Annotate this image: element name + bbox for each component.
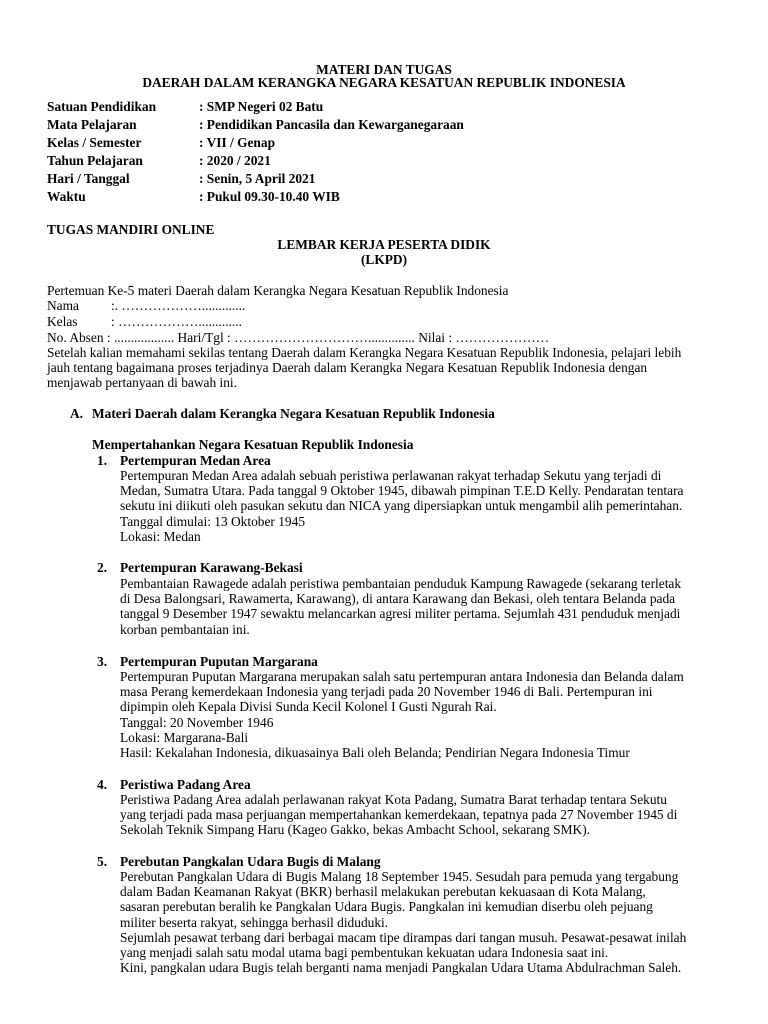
instruction-line: jauh tentang bagaimana proses terjadinya Daerah dalam Kerangka Negara Kesatuan Republik Indonesia dengan xyxy=(47,360,648,376)
item-number: 3. xyxy=(97,654,108,669)
meta-value-mapel: : Pendidikan Pancasila dan Kewarganegaraan xyxy=(199,117,464,132)
item-line: Peristiwa Padang Area adalah perlawanan rakyat Kota Padang, Sumatra Barat terhadap tentara Sekutu xyxy=(120,792,667,807)
meta-label-kelas: Kelas / Semester xyxy=(47,135,142,150)
item-title: Peristiwa Padang Area xyxy=(120,777,251,792)
meta-value-tahun: : 2020 / 2021 xyxy=(199,153,271,168)
meta-label-satuan: Satuan Pendidikan xyxy=(47,99,157,114)
meta-label-mapel: Mata Pelajaran xyxy=(47,117,137,132)
item-line: korban pembantaian ini. xyxy=(120,621,250,637)
item-line: militer beserta rakyat, sehingga berhasil diduduki. xyxy=(120,914,389,930)
task-heading: TUGAS MANDIRI ONLINE xyxy=(47,222,215,237)
item-body xyxy=(120,576,730,637)
kelas-field: : ………………............. xyxy=(111,314,242,329)
doc-subtitle: DAERAH DALAM KERANGKA NEGARA KESATUAN REPUBLIK INDONESIA xyxy=(142,75,626,90)
item-line: di Desa Balongsari, Rawamerta, Karawang), di antara Karawang dan Bekasi, oleh tentara Belanda pada xyxy=(120,591,676,607)
meta-value-satuan: : SMP Negeri 02 Batu xyxy=(199,99,324,114)
item-number: 4. xyxy=(97,777,108,792)
meta-label-hari: Hari / Tanggal xyxy=(47,171,130,186)
item-line: dalam Badan Keamanan Rakyat (BKR) berhasil melakukan perebutan kekuasaan di Kota Malang, xyxy=(120,884,646,900)
section-letter: A. xyxy=(70,406,84,421)
item-line: Sejumlah pesawat terbang dari berbagai macam tipe dirampas dari tangan musuh. Pesawat-pesawat inilah xyxy=(120,929,687,945)
meeting-line: Pertemuan Ke-5 materi Daerah dalam Kerangka Negara Kesatuan Republik Indonesia xyxy=(47,283,509,298)
item-line: Medan, Sumatra Utara. Pada tanggal 9 Oktober 1945, dibawah pimpinan T.E.D Kelly. Pendaratan tentara xyxy=(120,483,684,499)
item-title: Pertempuran Puputan Margarana xyxy=(120,654,318,669)
item-line: Pertempuran Puputan Margarana merupakan salah satu pertempuran antara Indonesia dan Belanda dalam xyxy=(120,669,684,684)
item-line: Lokasi: Margarana-Bali xyxy=(120,729,249,745)
kelas-label: Kelas xyxy=(47,314,78,329)
nama-label: Nama xyxy=(47,298,79,313)
section-subheading: Mempertahankan Negara Kesatuan Republik Indonesia xyxy=(92,437,414,452)
item-line: yang terjadi pada masa perjuangan mempertahankan kemerdekaan, tepatnya pada 27 November 1945 di xyxy=(120,807,678,823)
instruction-line: Setelah kalian memahami sekilas tentang Daerah dalam Kerangka Negara Kesatuan Republik Indonesia, pelajari lebih xyxy=(47,345,682,360)
meta-label-waktu: Waktu xyxy=(47,189,86,204)
item-number: 5. xyxy=(97,854,108,869)
item-title: Pertempuran Karawang-Bekasi xyxy=(120,560,303,575)
meta-value-kelas: : VII / Genap xyxy=(199,135,276,150)
item-body xyxy=(120,669,730,760)
item-line: Tanggal dimulai: 13 Oktober 1945 xyxy=(120,513,306,529)
item-body xyxy=(120,468,730,544)
item-body xyxy=(120,792,730,838)
item-title: Perebutan Pangkalan Udara Bugis di Malang xyxy=(120,854,381,869)
meta-label-tahun: Tahun Pelajaran xyxy=(47,153,143,168)
meta-value-hari: : Senin, 5 April 2021 xyxy=(199,171,316,186)
lkpd-title: LEMBAR KERJA PESERTA DIDIK xyxy=(277,237,491,252)
item-line: Pembantaian Rawagede adalah peristiwa pembantaian penduduk Kampung Rawagede (sekarang terletak xyxy=(120,576,682,591)
item-line: Perebutan Pangkalan Udara di Bugis Malang 18 September 1945. Sesudah para pemuda yang tergabung xyxy=(120,869,679,884)
item-line: sekutu ini diikuti oleh pasukan sekutu dan NICA yang dipersiapkan untuk mengambil alih pemerintahan. xyxy=(120,498,683,514)
nama-field: :. ………………............. xyxy=(111,298,246,313)
item-line: dipimpin oleh Kepala Divisi Sunda Kecil Kolonel I Gusti Ngurah Rai. xyxy=(120,699,497,715)
meta-value-waktu: : Pukul 09.30-10.40 WIB xyxy=(199,189,340,204)
item-line: masa Perang kemerdekaan Indonesia yang terjadi pada 20 November 1946 di Bali. Pertempuran ini xyxy=(120,684,653,700)
doc-title: MATERI DAN TUGAS xyxy=(316,62,452,77)
item-line: Hasil: Kekalahan Indonesia, dikuasainya Bali oleh Belanda; Pendirian Negara Indonesia Timur xyxy=(120,745,630,761)
absen-line: No. Absen : .................. Hari/Tgl : ………………………….............. Nilai : ………………… xyxy=(47,330,550,345)
item-title: Pertempuran Medan Area xyxy=(120,453,271,468)
lkpd-subtitle: (LKPD) xyxy=(360,252,408,267)
section-title: Materi Daerah dalam Kerangka Negara Kesatuan Republik Indonesia xyxy=(92,406,495,421)
item-number: 1. xyxy=(97,453,108,468)
item-line: tanggal 9 Desember 1947 sewaktu melancarkan agresi militer pertama. Sejumlah 431 penduduk menjadi xyxy=(120,606,681,622)
item-line: Tanggal: 20 November 1946 xyxy=(120,714,274,730)
item-number: 2. xyxy=(97,560,108,575)
item-line: yang menjadi salah satu modal utama bagi pembentukan kekuatan udara Indonesia saat ini. xyxy=(120,945,609,961)
item-line: Lokasi: Medan xyxy=(120,528,201,544)
item-line: sasaran perebutan beralih ke Pangkalan Udara Bugis. Pangkalan ini kemudian diserbu oleh pejuang xyxy=(120,899,653,915)
item-body xyxy=(120,869,730,975)
item-line: Pertempuran Medan Area adalah sebuah peristiwa perlawanan rakyat terhadap Sekutu yang terjadi di xyxy=(120,468,662,483)
item-line: Kini, pangkalan udara Bugis telah berganti nama menjadi Pangkalan Udara Utama Abdulrachman Saleh. xyxy=(120,960,682,976)
item-line: Sekolah Teknik Simpang Haru (Kageo Gakko, bekas Ambacht School, sekarang SMK). xyxy=(120,822,590,838)
instruction-line: menjawab pertanyaan di bawah ini. xyxy=(47,375,237,391)
instructions xyxy=(47,345,727,391)
